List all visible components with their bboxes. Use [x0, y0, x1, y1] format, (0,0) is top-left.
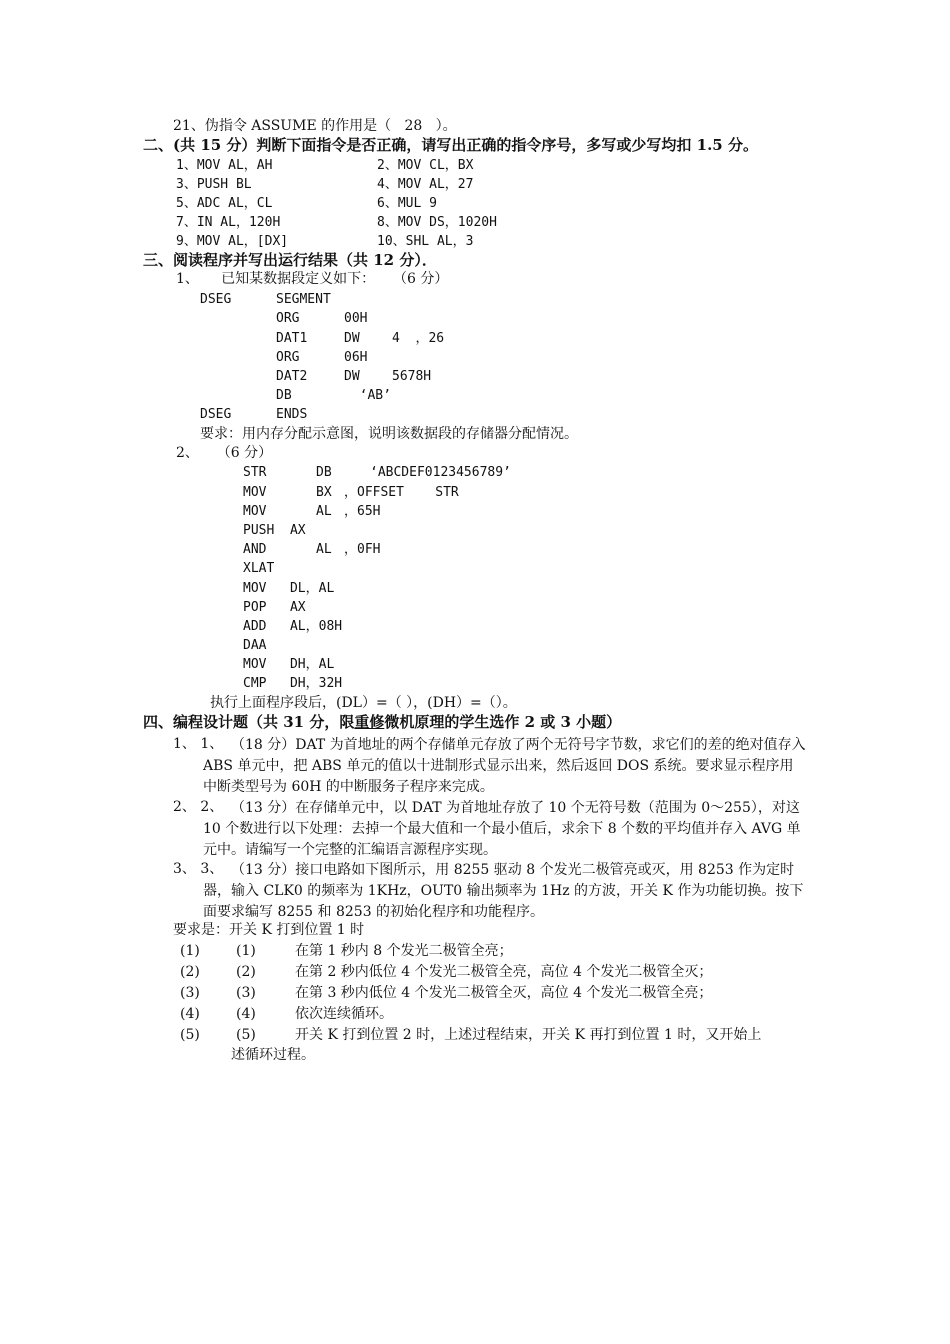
req-text-continued: 述循环过程。 — [231, 1047, 315, 1063]
section-3-title: 三、阅读程序并写出运行结果（共 12 分）． — [143, 251, 437, 269]
code-line: STR — [243, 465, 267, 480]
code-line: AL — [316, 542, 332, 557]
program-1-requirement: 要求：用内存分配示意图，说明该数据段的存储器分配情况。 — [200, 426, 578, 442]
program-1-heading: 1、 已知某数据段定义如下： （6 分） — [176, 271, 449, 287]
req-label-a: (2) — [180, 964, 200, 980]
req-text: 在第 2 秒内低位 4 个发光二极管全亮，高位 4 个发光二极管全灭； — [295, 964, 713, 980]
req-label-b: (3) — [236, 985, 256, 1001]
code-line: ORG — [276, 311, 300, 326]
code-line: MOV — [243, 504, 267, 519]
question-21: 21、伪指令 ASSUME 的作用是（ 28 ）。 — [173, 118, 457, 134]
code-line: DAT2 — [276, 369, 308, 384]
section-4-title-underlined: 重修 — [354, 713, 385, 731]
question-3-text: （13 分）接口电路如下图所示，用 8255 驱动 8 个发光二极管亮或灭，用 8253 作为定时器，输入 CLK0 的频率为 1KHz，OUT0 输出频率为 1Hz 的方波，开关 K 作为功能切换。按下面要求编写 8255 和 8253 的初始化程序和功能程序。 — [203, 862, 804, 920]
code-line: 00H — [344, 311, 368, 326]
section-4-title — [143, 713, 621, 732]
question-2-text: （13 分）在存储单元中，以 DAT 为首地址存放了 10 个无符号数（范围为 0～255），对这 10 个数进行以下处理：去掉一个最大值和一个最小值后，求余下 8 个数的平均值并存入 AVG 单元中。请编写一个完整的汇编语言源程序实现。 — [203, 800, 801, 858]
instr-2: 2、MOV CL，BX — [377, 158, 474, 173]
req-label-b: (5) — [236, 1027, 256, 1043]
code-line: ，65H — [344, 504, 381, 519]
req-label-b: (4) — [236, 1006, 256, 1022]
code-line: 5678H — [392, 369, 432, 384]
question-3-number: 3、 3、 — [173, 861, 224, 877]
code-line: DSEG — [200, 407, 232, 422]
code-line: ORG — [276, 350, 300, 365]
code-line: CMP DH，32H — [243, 676, 343, 691]
code-line: ，0FH — [344, 542, 381, 557]
req-text: 在第 3 秒内低位 4 个发光二极管全灭，高位 4 个发光二极管全亮； — [295, 985, 713, 1001]
code-line: PUSH AX — [243, 523, 306, 538]
code-line: SEGMENT — [276, 292, 331, 307]
instr-9: 9、MOV AL，[DX] — [176, 234, 289, 249]
req-label-a: (5) — [180, 1027, 200, 1043]
code-line: ENDS — [276, 407, 308, 422]
code-line: BX — [316, 485, 332, 500]
instr-1: 1、MOV AL，AH — [176, 158, 273, 173]
req-label-a: (4) — [180, 1006, 200, 1022]
req-text: 在第 1 秒内 8 个发光二极管全亮； — [295, 943, 513, 959]
code-line: DAA — [243, 638, 267, 653]
code-line: MOV — [243, 485, 267, 500]
section-4-title-b: 微机原理的学生选作 2 或 3 小题） — [384, 713, 622, 731]
code-line: ‘AB’ — [344, 388, 391, 403]
instr-8: 8、MOV DS，1020H — [377, 215, 497, 230]
code-line: AND — [243, 542, 267, 557]
req-label-a: (1) — [180, 943, 200, 959]
question-1-text: （18 分）DAT 为首地址的两个存储单元存放了两个无符号字节数，求它们的差的绝对值存入 ABS 单元中，把 ABS 单元的值以十进制形式显示出来，然后返回 DOS 系统。要求显示程序用中断类型号为 60H 的中断服务子程序来完成。 — [203, 737, 806, 795]
code-line: DB — [276, 388, 292, 403]
req-label-b: (2) — [236, 964, 256, 980]
instr-10: 10、SHL AL，3 — [377, 234, 474, 249]
instr-5: 5、ADC AL，CL — [176, 196, 273, 211]
code-line: MOV DH，AL — [243, 657, 335, 672]
question-2-number: 2、 2、 — [173, 799, 224, 815]
program-2-heading: 2、 （6 分） — [176, 445, 273, 461]
requirement-heading: 要求是：开关 K 打到位置 1 时 — [173, 922, 365, 938]
code-line: DAT1 — [276, 331, 308, 346]
code-line: XLAT — [243, 561, 275, 576]
code-line: ‘ABCDEF0123456789’ — [370, 465, 511, 480]
code-line: ADD AL，08H — [243, 619, 343, 634]
instr-4: 4、MOV AL，27 — [377, 177, 474, 192]
code-line: MOV DL，AL — [243, 581, 335, 596]
code-line: POP AX — [243, 600, 306, 615]
instr-6: 6、MUL 9 — [377, 196, 437, 211]
instr-7: 7、IN AL，120H — [176, 215, 281, 230]
code-line: DW — [344, 331, 360, 346]
program-2-result: 执行上面程序段后，(DL）=（ ），(DH）=（）。 — [210, 695, 517, 711]
code-line: DW — [344, 369, 360, 384]
section-4-title-a: 四、编程设计题（共 31 分，限 — [143, 713, 355, 731]
req-label-b: (1) — [236, 943, 256, 959]
code-line: DB — [316, 465, 332, 480]
question-1-number: 1、 1、 — [173, 736, 224, 752]
req-label-a: (3) — [180, 985, 200, 1001]
code-line: 4 ，26 — [392, 331, 445, 346]
code-line: ，OFFSET STR — [344, 485, 459, 500]
section-2-title: 二、(共 15 分）判断下面指令是否正确，请写出正确的指令序号，多写或少写均扣 1.5 分。 — [143, 136, 758, 154]
req-text: 开关 K 打到位置 2 时，上述过程结束，开关 K 再打到位置 1 时，又开始上 — [295, 1027, 762, 1043]
code-line: DSEG — [200, 292, 232, 307]
code-line: 06H — [344, 350, 368, 365]
req-text: 依次连续循环。 — [295, 1006, 393, 1022]
instr-3: 3、PUSH BL — [176, 177, 252, 192]
code-line: AL — [316, 504, 332, 519]
